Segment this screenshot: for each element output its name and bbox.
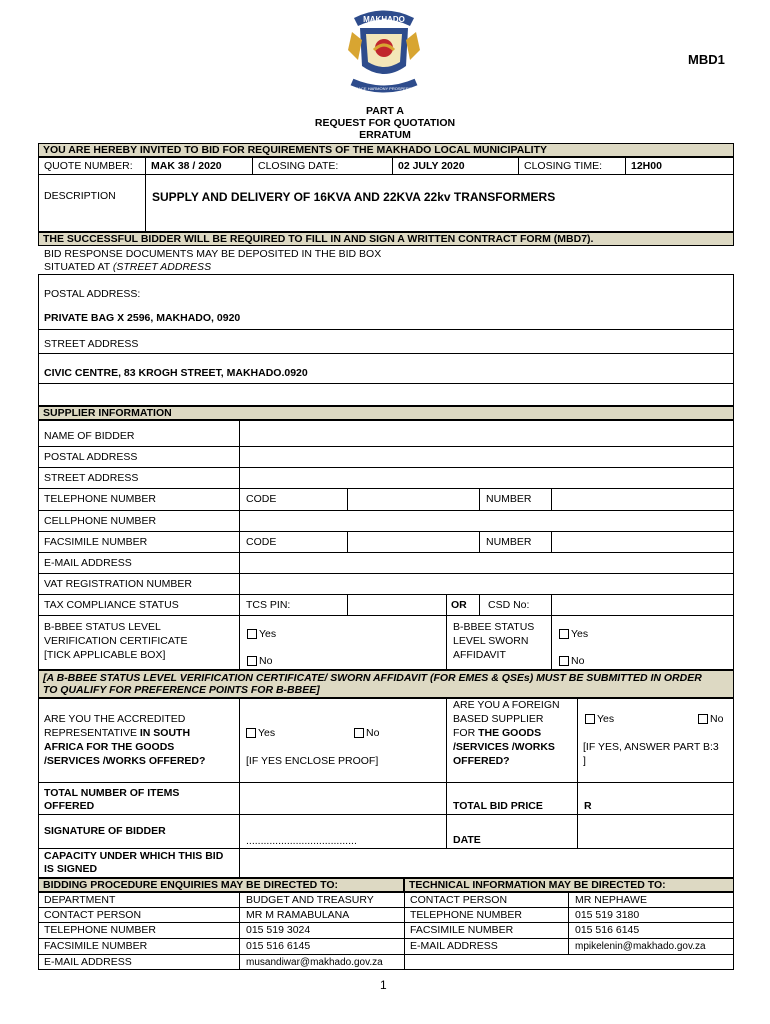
checkbox-icon[interactable] xyxy=(247,656,257,666)
bidding-row-label: TELEPHONE NUMBER xyxy=(44,924,157,936)
checkbox-icon[interactable] xyxy=(246,728,256,738)
bidding-row-label: CONTACT PERSON xyxy=(44,909,142,921)
signature-label: SIGNATURE OF BIDDER xyxy=(44,825,166,837)
deposit-line-2-prefix: SITUATED AT xyxy=(44,261,113,273)
title-erratum: ERRATUM xyxy=(359,129,411,141)
form-code: MBD1 xyxy=(688,52,725,67)
yes-label: Yes xyxy=(571,628,589,640)
enclose-proof-note: [IF YES ENCLOSE PROOF] xyxy=(246,755,379,767)
bbbee-note-line-2: TO QUALIFY FOR PREFERENCE POINTS FOR B-BBEE] xyxy=(43,684,320,696)
technical-row-label: TELEPHONE NUMBER xyxy=(410,909,523,921)
yes-label: Yes xyxy=(597,713,615,725)
description-label: DESCRIPTION xyxy=(44,190,116,202)
street-address-label: STREET ADDRESS xyxy=(44,338,139,350)
quote-number-label: QUOTE NUMBER: xyxy=(44,160,133,172)
supplier-postal-label: POSTAL ADDRESS xyxy=(44,451,138,463)
bidding-enquiries-banner: BIDDING PROCEDURE ENQUIRIES MAY BE DIRECTED TO: xyxy=(38,878,404,892)
deposit-line-2-italic: (STREET ADDRESS xyxy=(112,261,212,273)
contract-banner: THE SUCCESSFUL BIDDER WILL BE REQUIRED TO FILL IN AND SIGN A WRITTEN CONTRACT FORM (MBD7). xyxy=(38,232,734,246)
closing-time-value: 12H00 xyxy=(631,160,662,172)
supplier-street-label: STREET ADDRESS xyxy=(44,472,139,484)
accredited-line-1: ARE YOU THE ACCREDITED xyxy=(44,713,186,725)
checkbox-icon[interactable] xyxy=(559,629,569,639)
yes-label: Yes xyxy=(259,628,277,640)
bidding-email-link[interactable]: musandiwar@makhado.gov.za xyxy=(246,957,383,968)
bidding-row-label: FACSIMILE NUMBER xyxy=(44,940,148,952)
date-label: DATE xyxy=(453,834,481,846)
tcs-pin-label: TCS PIN: xyxy=(246,599,291,611)
answer-b3-line-2: ] xyxy=(583,755,586,767)
title-part: PART A xyxy=(366,105,404,117)
accredited-no-option[interactable] xyxy=(354,727,379,740)
total-items-line-1: TOTAL NUMBER OF ITEMS xyxy=(44,787,180,799)
capacity-line-2: IS SIGNED xyxy=(44,863,98,875)
cellphone-label: CELLPHONE NUMBER xyxy=(44,515,157,527)
accredited-line-4: /SERVICES /WORKS OFFERED? xyxy=(44,755,206,767)
telephone-number-label: NUMBER xyxy=(486,493,532,505)
or-label: OR xyxy=(451,599,467,611)
bidding-row-value: MR M RAMABULANA xyxy=(246,909,350,921)
csd-label: CSD No: xyxy=(488,599,530,611)
foreign-line-3b: THE GOODS xyxy=(478,727,542,739)
foreign-line-5: OFFERED? xyxy=(453,755,510,767)
postal-address-value: PRIVATE BAG X 2596, MAKHADO, 0920 xyxy=(44,312,241,324)
bidding-row-label: DEPARTMENT xyxy=(44,894,116,906)
telephone-code-label: CODE xyxy=(246,493,277,505)
technical-enquiries-banner: TECHNICAL INFORMATION MAY BE DIRECTED TO: xyxy=(404,878,734,892)
total-bid-price-label: TOTAL BID PRICE xyxy=(453,800,543,812)
name-of-bidder-label: NAME OF BIDDER xyxy=(44,430,135,442)
bbbee-cert-no-option[interactable] xyxy=(247,655,272,668)
checkbox-icon[interactable] xyxy=(354,728,364,738)
bbbee-cert-line-3: [TICK APPLICABLE BOX] xyxy=(44,649,166,661)
bbbee-affidavit-line-2: LEVEL SWORN xyxy=(453,635,529,647)
closing-date-value: 02 JULY 2020 xyxy=(398,160,465,172)
postal-address-label: POSTAL ADDRESS: xyxy=(44,288,141,300)
technical-row-label: FACSIMILE NUMBER xyxy=(410,924,514,936)
bbbee-cert-line-1: B-BBEE STATUS LEVEL xyxy=(44,621,161,633)
deposit-line-1: BID RESPONSE DOCUMENTS MAY BE DEPOSITED IN THE BID BOX xyxy=(44,248,382,260)
checkbox-icon[interactable] xyxy=(698,714,708,724)
bidding-row-value: 015 519 3024 xyxy=(246,924,311,936)
bidding-row-value: BUDGET AND TREASURY xyxy=(246,894,374,906)
bidding-row-label: E-MAIL ADDRESS xyxy=(44,956,132,968)
total-items-line-2: OFFERED xyxy=(44,800,95,812)
foreign-line-2: BASED SUPPLIER xyxy=(453,713,544,725)
foreign-no-option[interactable] xyxy=(698,713,723,726)
bbbee-note-line-1: [A B-BBEE STATUS LEVEL VERIFICATION CERTIFICATE/ SWORN AFFIDAVIT (FOR EMES & QSEs) MUST BE SUBMITTED IN ORDER xyxy=(43,672,702,684)
supplier-banner: SUPPLIER INFORMATION xyxy=(38,406,734,420)
foreign-line-1: ARE YOU A FOREIGN xyxy=(453,699,560,711)
bbbee-note xyxy=(38,670,734,698)
accredited-line-2b: IN SOUTH xyxy=(139,727,191,739)
accredited-line-3: AFRICA FOR THE GOODS xyxy=(44,741,175,753)
checkbox-icon[interactable] xyxy=(585,714,595,724)
address-box xyxy=(38,274,734,406)
technical-email-link[interactable]: mpikelenin@makhado.gov.za xyxy=(575,941,706,952)
answer-b3-line-1: [IF YES, ANSWER PART B:3 xyxy=(583,741,719,753)
accredited-yes-option[interactable] xyxy=(246,727,275,740)
no-label: No xyxy=(366,727,380,739)
no-label: No xyxy=(259,655,273,667)
makhado-crest-logo xyxy=(330,10,438,100)
logo-motto: PEACE HARMONY PROSPERITY xyxy=(353,86,415,91)
closing-date-label: CLOSING DATE: xyxy=(258,160,339,172)
description-value: SUPPLY AND DELIVERY OF 16KVA AND 22KVA 22kv TRANSFORMERS xyxy=(152,190,556,204)
foreign-line-3 xyxy=(453,727,541,740)
closing-time-label: CLOSING TIME: xyxy=(524,160,602,172)
email-label: E-MAIL ADDRESS xyxy=(44,557,132,569)
vat-label: VAT REGISTRATION NUMBER xyxy=(44,578,192,590)
title-request: REQUEST FOR QUOTATION xyxy=(314,117,456,129)
bbbee-cert-line-2: VERIFICATION CERTIFICATE xyxy=(44,635,188,647)
currency-label: R xyxy=(584,800,592,812)
capacity-line-1: CAPACITY UNDER WHICH THIS BID xyxy=(44,850,224,862)
checkbox-icon[interactable] xyxy=(247,629,257,639)
accredited-line-2a: REPRESENTATIVE xyxy=(44,727,140,739)
no-label: No xyxy=(571,655,585,667)
no-label: No xyxy=(710,713,724,725)
foreign-yes-option[interactable] xyxy=(585,713,614,726)
logo-text: MAKHADO xyxy=(363,15,405,24)
bbbee-affidavit-no-option[interactable] xyxy=(559,655,584,668)
bbbee-affidavit-line-3: AFFIDAVIT xyxy=(453,649,506,661)
yes-label: Yes xyxy=(258,727,276,739)
foreign-line-4: /SERVICES /WORKS xyxy=(453,741,555,753)
technical-row-label: CONTACT PERSON xyxy=(410,894,508,906)
bbbee-affidavit-line-1: B-BBEE STATUS xyxy=(453,621,535,633)
invite-banner: YOU ARE HEREBY INVITED TO BID FOR REQUIREMENTS OF THE MAKHADO LOCAL MUNICIPALITY xyxy=(38,143,734,157)
technical-row-value: MR NEPHAWE xyxy=(575,894,647,906)
technical-row-value: 015 516 6145 xyxy=(575,924,640,936)
checkbox-icon[interactable] xyxy=(559,656,569,666)
street-address-value: CIVIC CENTRE, 83 KROGH STREET, MAKHADO.0920 xyxy=(44,367,308,379)
facsimile-code-label: CODE xyxy=(246,536,277,548)
bbbee-cert-yes-option[interactable] xyxy=(247,628,276,641)
bbbee-affidavit-yes-option[interactable] xyxy=(559,628,588,641)
facsimile-label: FACSIMILE NUMBER xyxy=(44,536,148,548)
bidding-row-value: 015 516 6145 xyxy=(246,940,311,952)
technical-row-label: E-MAIL ADDRESS xyxy=(410,940,498,952)
quote-number-value: MAK 38 / 2020 xyxy=(151,160,222,172)
facsimile-number-label: NUMBER xyxy=(486,536,532,548)
page-number: 1 xyxy=(380,978,387,992)
tax-compliance-label: TAX COMPLIANCE STATUS xyxy=(44,599,179,611)
telephone-label: TELEPHONE NUMBER xyxy=(44,493,157,505)
technical-row-value: 015 519 3180 xyxy=(575,909,640,921)
deposit-line-2 xyxy=(44,261,211,274)
accredited-line-2 xyxy=(44,727,190,740)
signature-line[interactable]: ...................................... xyxy=(246,835,357,847)
foreign-line-3a: FOR xyxy=(453,727,479,739)
